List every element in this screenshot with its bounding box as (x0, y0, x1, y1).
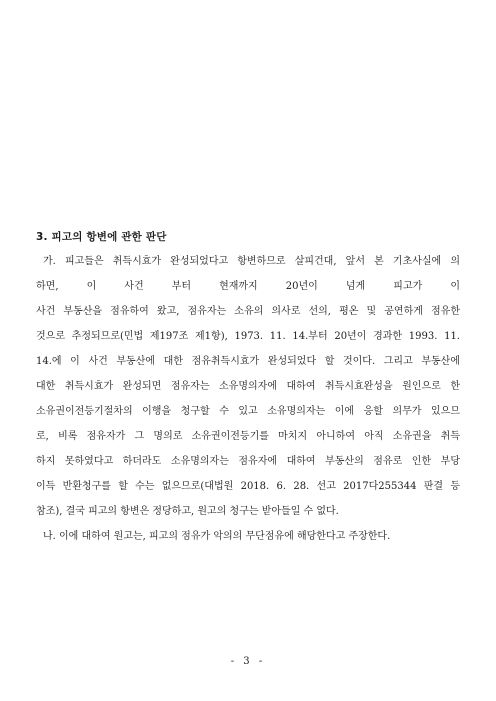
section-heading: 3. 피고의 항변에 관한 판단 (36, 231, 167, 243)
paragraph-line: 대한 취득시효가 완성되면 점유자는 소유명의자에 대하여 취득시효완성을 원인으로 한 (36, 381, 460, 392)
paragraph-line: 하지 못하였다고 하더라도 소유명의자는 점유자에 대하여 부동산의 점유로 인한 부당 (36, 456, 460, 467)
paragraph-line: 가. 피고들은 취득시효가 완성되었다고 항변하므로 살피건대, 앞서 본 기초사실에 의 (43, 256, 460, 267)
page-number: - 3 - (230, 656, 266, 667)
paragraph-line: 14.에 이 사건 부동산에 대한 점유취득시효가 완성되었다 할 것이다. 그리고 부동산에 (36, 356, 460, 367)
paragraph-line: 나. 이에 대하여 원고는, 피고의 점유가 악의의 무단점유에 해당한다고 주장한다. (43, 531, 391, 542)
paragraph-line: 이득 반환청구를 할 수는 없으므로(대법원 2018. 6. 28. 선고 2017다255344 판결 등 (36, 481, 460, 492)
paragraph-line: 하면, 이 사건 부터 현재까지 20년이 넘게 피고가 이 (36, 281, 460, 292)
paragraph-line: 소유권이전등기절차의 이행을 청구할 수 있고 소유명의자는 이에 응할 의무가 있으므 (36, 406, 460, 417)
paragraph-line: 로, 비록 점유자가 그 명의로 소유권이전등기를 마치지 아니하여 아직 소유권을 취득 (36, 431, 460, 442)
paragraph-line: 것으로 추정되므로(민법 제197조 제1항), 1973. 11. 14.부터 20년이 경과한 1993. 11. (36, 331, 460, 342)
paragraph-line: 사건 부동산을 점유하여 왔고, 점유자는 소유의 의사로 선의, 평온 및 공연하게 점유한 (36, 306, 460, 317)
paragraph-line: 참조), 결국 피고의 항변은 정당하고, 원고의 청구는 받아들일 수 없다. (36, 506, 339, 517)
